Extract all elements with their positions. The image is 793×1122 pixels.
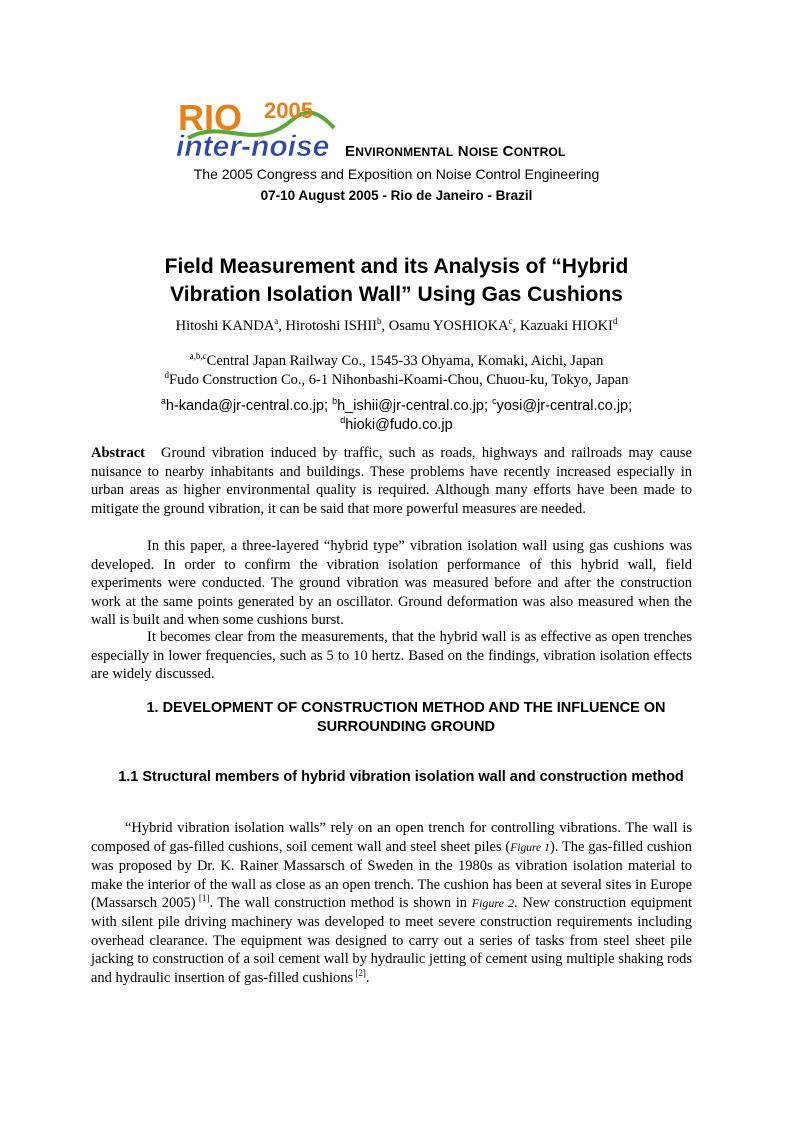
- affiliation-2: $^d$Fudo Construction Co., 6-1 Nihonbashi-Koami-Chou, Chuou-ku, Tokyo, Japan: [164, 370, 629, 388]
- abstract-paragraph-3: It becomes clear from the measurements, that the hybrid wall is as effective as open trenches especially in lower frequencies, such as 5 to 10 hertz. Based on the findings, vibration isolation effects are widely discussed.: [91, 629, 692, 683]
- conference-title: ENVIRONMENTAL NOISE CONTROL: [345, 143, 566, 160]
- logo-brand-text: inter-noise: [176, 130, 330, 160]
- author-name: Hitoshi KANDA: [175, 318, 275, 334]
- abstract-paragraph-1: Abstract Ground vibration induced by traffic, such as roads, highways and railroads may cause nuisance to nearby inhabitants and buildings. These problems have recently increased especially in urban areas as higher environmental quality is required. Although many efforts have been made to mitigate the ground vibration, it can be said that more powerful measures are needed.: [91, 445, 692, 517]
- rio-2005-inter-noise-logo: [174, 98, 339, 160]
- conference-subtitle: The 2005 Congress and Exposition on Noise Control Engineering: [193, 166, 600, 182]
- paper-title: Field Measurement and its Analysis of “Hybrid Vibration Isolation Wall” Using Gas Cushions: [164, 255, 629, 306]
- email-link[interactable]: h-kanda@jr-central.co.jp;: [165, 398, 329, 414]
- logo-rio-text: RIO: [178, 98, 243, 138]
- logo-year-text: 2005: [264, 98, 313, 123]
- abstract-paragraph-2: In this paper, a three-layered “hybrid type” vibration isolation wall using gas cushions was developed. In order to confirm the vibration isolation performance of this hybrid wall, field experiments were conducted. The ground vibration was measured before and after the construction work at the same points generated by an oscillator. Ground deformation was also measured when the wall is built and when some cushions burst.: [91, 538, 692, 629]
- citation: [1]: [195, 893, 210, 904]
- subsection-heading: 1.1 Structural members of hybrid vibration isolation wall and construction method: [118, 769, 684, 785]
- author-name: Hirotoshi ISHII: [285, 318, 377, 334]
- citation: [2]: [353, 967, 366, 978]
- email-link[interactable]: yosi@jr-central.co.jp;: [496, 398, 633, 414]
- section-heading: 1. DEVELOPMENT OF CONSTRUCTION METHOD AND THE INFLUENCE ON SURROUNDING GROUND: [146, 700, 666, 735]
- section-1-1-paragraph: “Hybrid vibration isolation walls” rely on an open trench for controlling vibrations. The wall is composed of gas-filled cushions, soil cement wall and steel sheet piles (Figure 1). The gas-filled cushion was proposed by Dr. K. Rainer Massarsch of Sweden in the 1980s as vibration isolation material to make the interior of the wall as close as an open trench. The cushion has been at several sites in Europe (Massarsch 2005) [1]. The wall construction method is shown in Figure 2. New construction equipment with silent pile driving machinery was developed to meet severe construction requirements including overhead clearance. The equipment was designed to carry out a series of tasks from steel sheet pile jacking to construction of a soil cement wall by hydraulic jetting of cement using multiple shaking rods and hydraulic insertion of gas-filled cushions [2].: [91, 820, 692, 986]
- author-emails: $^a$h-kanda@jr-central.co.jp; $^b$h_ishii@jr-central.co.jp; $^c$yosi@jr-central.co.jp;: [160, 396, 633, 414]
- email-link[interactable]: hioki@fudo.co.jp: [345, 417, 453, 433]
- author-emails-2: $^d$hioki@fudo.co.jp: [340, 415, 453, 433]
- abstract-label: Abstract: [91, 445, 145, 461]
- email-link[interactable]: h_ishii@jr-central.co.jp;: [337, 398, 489, 414]
- conference-date: 07-10 August 2005 - Rio de Janeiro - Brazil: [260, 188, 533, 203]
- author-name: Osamu YOSHIOKA: [388, 318, 509, 334]
- author-list: Hitoshi KANDA$^a$, Hirotoshi ISHII$^b$, Osamu YOSHIOKA$^c$, Kazuaki HIOKI$^d$: [175, 316, 618, 334]
- figure-2-reference: Figure 2: [471, 896, 515, 911]
- figure-1-reference: Figure 1: [510, 841, 550, 854]
- author-name: Kazuaki HIOKI: [519, 318, 613, 334]
- affiliation-1: $^{a,b,c}$Central Japan Railway Co., 1545-33 Ohyama, Komaki, Aichi, Japan: [189, 351, 604, 369]
